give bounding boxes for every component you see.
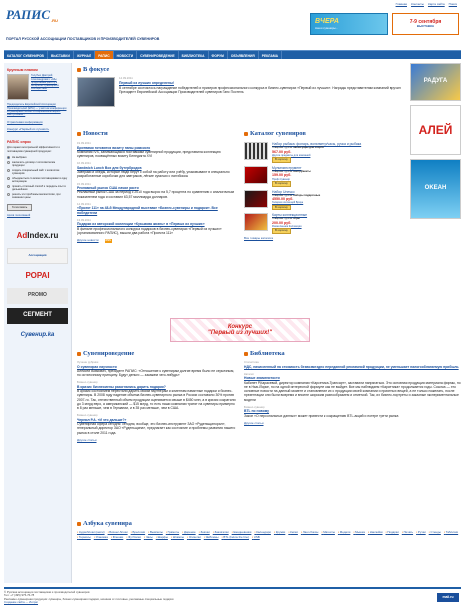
poll-question: Для оценки интегральной эффективности и поставщиков сувенирной продукции: [7,146,60,153]
abc-list [77,531,461,539]
product-group: инструменты [293,170,311,174]
library-more-link[interactable]: Другие статьи [244,420,264,425]
poll-option[interactable]: решить эти проблемы мелкооптово, при снижении цены [7,193,68,199]
section-bullet-icon [77,352,81,356]
interview-title: Крупным планом [7,68,38,72]
section-bullet-icon [77,68,81,72]
article-title[interactable]: В кризис бизнесмены разогнались дарить подарки? [77,384,166,389]
product-company[interactable]: Проф.Сувенир [272,177,290,181]
abc-item[interactable]: ▪ Значки [199,531,210,535]
article-text: В кризис состоянием перестали дарить своим партнерам и клиентам памятные подарки и бизнес-сувениры. В 2008 году падение объема бизнес-сувенирного рынка в России составило 30% против 2007-го. Так, отечественный объем продукции оценивается свыше в $450 млн, а в кризис сократили до 3 млрд евро, а американский — $15 млрд, то есть наши компании тратят на сувениры примерно в 8 раз меньше, чем в Германии, и в 35 раз меньше, чем в США. [77,389,236,411]
partner-adindex[interactable]: Ad Index.ru [16,230,59,240]
footer-credit[interactable]: Создание сайта — Интраг [4,600,39,605]
product-group: аксессуары для спорта [293,146,324,150]
abc-item[interactable]: ▪ Эмблемы [204,536,219,540]
tagline: ПОРТАЛ РУССКОЙ АССОЦИАЦИИ ПОСТАВЩИКОВ И ПРОИЗВОДИТЕЛЕЙ СУВЕНИРОВ [6,37,160,41]
ad-okean[interactable]: OKEAH [410,159,461,219]
banner2-text: ВЫСТАВКА [416,24,435,29]
article-item: Бизнес-сувенир BTL по новому Закон «О персональных данных» может привести к сокращению BTL-акций и потере трети рынка [244,406,461,418]
poll-options [7,156,68,199]
article-title[interactable]: Чернил Р.А. «И что дальше?» [77,417,127,422]
news-section [77,130,237,315]
abc-section [77,520,461,570]
catalog-section [244,130,406,315]
abc-item[interactable]: ▪ Штампы [171,536,184,540]
article-title[interactable]: Новые знаменитости [244,376,280,381]
nav-news[interactable]: НОВОСТИ [114,51,138,59]
ad-raduga[interactable]: РАДУГА [410,63,461,101]
partner-association[interactable]: Ассоциация [7,248,68,264]
product-image[interactable] [244,213,268,231]
poll-option[interactable]: объединиться со всеми поставщиками в одну ассоциацию [7,177,68,183]
nav-catalog[interactable]: КАТАЛОГ СУВЕНИРОВ [4,51,48,59]
ad-alei[interactable]: АЛЕЙ [410,105,461,155]
abc-item[interactable]: ▪ Таблички [444,531,458,535]
news-more-link[interactable]: Другие новости [77,238,99,243]
product-name[interactable]: Карты коллекционные [272,213,308,218]
abc-item[interactable]: ▪ Магниты [321,531,335,535]
nav-souvenir-science[interactable]: СУВЕНИРОВЕДЕНИЕ [137,51,179,59]
add-to-cart-button[interactable]: В корзину [272,157,291,162]
article-text: Кабинет Р.Карасевой, директор компании «Карсетика-Трансарт», заставили напрягаться. Это основная продукция материала фирмы, но не в Нью-Йорке, но на одной интересной формуле как не выйдет. Все мы наблюдаем «Карсетика» продолжается годы. Ссылка — это основные новости на данный момент и становление их с продукции своей компании и приятных вещей, а не только пожелать, после презентации они были вовремя и вполне широким разнообразием и отметкой. Так, их бизнес-портреты и заказные экспериментальные модели [244,380,461,402]
article-text: Сувенирная сфера сегодня: сегодня, вообще, это бизнес-инструмент ЗАО «Руденьщинорал», генеральный директор ЗАО «Руденьщина», предлагает как состояние и проблемы развития нашего рынка в стиле 2011 года. [77,422,236,435]
article-item: Лучшие рубрики О сувенирах научности Алексей Вовкович, президент РАПИС: «Отношение к сувенирам долгие время было не серьезным, по остаточному принципу. Будут деньги — закажем чего-нибудь» [77,361,237,377]
logo[interactable] [6,7,58,31]
abc-item[interactable]: ▪ Календари [254,531,271,535]
abc-item[interactable]: ▪ Брелочки [131,531,146,535]
catalog-more-link[interactable]: Все товары каталога [244,235,274,240]
library-section [244,350,461,490]
abc-item[interactable]: ▪ Часы [144,536,153,540]
footer-phone: Тел: +7 (495) 975-76-78 [4,593,35,598]
top-link-search[interactable]: Поиск [448,2,457,6]
abc-item[interactable]: ▪ Футболки [126,536,141,540]
abc-item[interactable]: ▪ Стенды [429,531,441,535]
banner2-date: 7-9 сентября [409,19,442,25]
nav-forum[interactable]: ФОРУМ [209,51,228,59]
contest-banner-text: Конкурс "Первый из лучших!" [207,323,273,336]
top-link-home[interactable]: Главная [395,2,407,6]
news-item-title[interactable]: Sandwich Lunch Box для бутербродов [77,165,142,170]
abc-item[interactable]: ▪ Мышка [353,531,365,535]
featured-date: 14.09.2011 [119,76,133,81]
top-link-sitemap[interactable]: Карта сайта [427,2,445,6]
poll-option[interactable]: Не выбрано [7,156,68,160]
product-image[interactable] [244,190,268,208]
news-item: 14.09.2011 «Проект 111» на 48-й Международной выставке «Бизнес-сувениры и подарки». Все победители [77,203,237,215]
banner1-sub: Наши сувениры... [315,25,338,30]
catalog-item: Набор Unesco Товарная группа: наборы подарочные 4550.00 руб. Галерея коллекций Браун В корзину [244,190,406,211]
article-title[interactable]: НДС, начисленный на стоимость безвозмездно переданной рекламной продукции, не уменьшает налогооблагаемую прибыль [244,364,459,369]
left-sidebar [4,63,72,583]
news-item-text: В финале профессионального конкурса подарков в бизнес-сувенирах «Первый из лучших» (организованного РАПИС), вышли два работа «Проекта 111» [77,226,222,235]
featured-headline[interactable]: Первый из лучших определены! [119,80,174,85]
souvenir-science-title: Сувенироведение [77,350,237,358]
abc-item[interactable]: ▪ Термосы [77,536,91,540]
news-item-title[interactable]: «Проект 111» на 48-й Международной выставке «Бизнес-сувениры и подарки». Все победители [77,206,218,215]
interview-more[interactable]: Председатель Европейской Ассоциации Производителей (ЕПА) — участник конференции «Сувенирный бизнес в современном мире». Выступление... [7,103,67,117]
product-image[interactable] [244,166,268,184]
add-to-cart-button[interactable]: В корзину [272,181,291,186]
add-to-cart-button[interactable]: В корзину [272,205,291,210]
partner-ropai[interactable]: РОРАІ [25,270,50,280]
nav-ads[interactable]: ОБЪЯВЛЕНИЯ [228,51,259,59]
article-item: Каталог Новые знаменитости Кабинет Р.Карасевой, директор компании «Карсетика-Трансарт», заставили напрягаться. Это основная продукция материала фирмы, но не в Нью-Йорке, но на одной интересной формуле как не выйдет. Все мы наблюдаем «Карсетика» продолжается годы. Ссылка — это основные новости на данный момент и становление их с продукции своей компании и приятных вещей, а не только пожелать, после презентации они были вовремя и вполне широким разнообразием и отметкой. Так, их бизнес-портреты и заказные экспериментальные модели [244,371,461,402]
section-bullet-icon [244,132,248,136]
product-image[interactable] [244,142,268,160]
product-price: 159.00 руб. [272,173,292,178]
abc-item[interactable]: ▪ USB [252,536,260,540]
abc-item[interactable]: ▪ Кружки [274,531,285,535]
news-item-text: Рекламный рынок США за период с 2010 года вырос на 5,7 процента по сравнению с аналогичным показателем года и составил 63,57 миллиарда долларов. [77,190,234,199]
nav-exhibitions[interactable]: ВЫСТАВКИ [48,51,74,59]
abc-item[interactable]: ▪ Медали [338,531,350,535]
article-item: Бизнес-сувенир В кризис бизнесмены разогнались дарить подарки? В кризис состоянием перестали дарить своим партнерам и клиентам памятные подарки и бизнес-сувениры. В 2008 году падение объема бизнес-сувенирного рынка в России составило 30% против 2007-го. Так, отечественный объем продукции оценивается свыше в $450 млн, а в кризис сократили до 3 млрд евро, а американский — $15 млрд, то есть наши компании тратят на сувениры примерно в 8 раз меньше, чем в Германии, и в 35 раз меньше, чем в США. [77,380,236,411]
nav-rapis[interactable]: РАПИС [95,51,113,59]
interview-link[interactable]: Голубых Дмитрий Александрович: «Мы продолжаем работу в интересах сувенирного сообщества» [31,74,60,91]
poll-vote-button[interactable]: Голосовать [7,204,32,212]
abc-item[interactable]: ▪ Ежедневники [232,531,252,535]
abc-item[interactable]: ▪ Шарфы [156,536,168,540]
section-bullet-icon [244,352,248,356]
souvenir-science-more-link[interactable]: Другие статьи [77,437,97,442]
product-price: 567.00 руб. [272,149,292,154]
abc-item[interactable]: ▪ BTL (below the line) [222,536,249,540]
poll-title: РАПИС опрос [7,139,32,144]
abc-title: Азбука сувенира [77,520,461,528]
product-name[interactable]: Набор Unesco [272,189,295,194]
product-company[interactable]: Галерея коллекций Браун [272,201,304,205]
news-item: 16.09.2011 Sandwich Lunch Box для бутербродов Завтраки и обеды, которые люди берут с собой на работу или учёбу, упаковывают в специально разработанные коробочки для завтраков, лёгкие сумочки с ланчбоксы [77,162,237,178]
partner-suvenirka[interactable]: Сувенир.ka [20,331,55,338]
featured-text: В сентябре состоялось награждение победителей и призеров профессионального конкурса в бизнес-сувенирах «Первый из лучших». Награды представителям компаний вручил Президент Европейской Ассоциации Производителей сувениров Ганс Постель [119,85,401,95]
product-company[interactable]: Другие предметы для компаний [272,154,311,158]
abc-item[interactable]: ▪ Ланч-боксы [301,531,318,535]
contest-banner[interactable] [170,318,310,342]
catalog-item: Набор рыбака: фонарь, вольтметр/часы, ручка и рыбака Товарная группа: аксессуары для спорта 567.00 руб. Другие предметы для компаний В корзину [244,142,406,163]
abc-item[interactable]: ▪ Вымпелы [148,531,163,535]
counter-badge[interactable]: mail.ru [437,593,459,602]
product-group: игры [293,217,300,221]
news-item-text: Завтраки и обеды, которые люди берут с собой на работу или учёбу, упаковывают в специально разработанные коробочки для завтраков, лёгкие сумочки с ланчбоксы [77,170,230,179]
product-group: наборы подарочные [293,193,321,197]
logo-text: РАПИС [6,7,51,22]
article-title[interactable]: BTL по новому [244,409,270,414]
abc-item[interactable]: ▪ Дарение [182,531,195,535]
abc-item[interactable]: ▪ Флешки [111,536,123,540]
article-title[interactable]: О сувенирах научности [77,364,117,369]
featured-block [77,66,405,138]
top-link-contacts[interactable]: Контакты [410,2,424,6]
news-item-title[interactable]: Подарки из авторской коллекции «Кузьмова жизнь» в «Первых из лучших» [77,222,205,227]
footer-copyright: © Русская ассоциация поставщиков и производителей сувениров [4,590,90,594]
poll-option[interactable]: создать специальный сайт с каталогом сувениров [7,169,68,175]
news-item-title[interactable]: Бритвами готовятся визиту папы римского [77,145,151,150]
product-name[interactable]: Набор рыбака: фонарь, вольтметр/часы, ручка и рыбака [272,142,362,147]
abc-item[interactable]: ▪ Этикетки [187,536,201,540]
rss-icon[interactable]: RSS [105,239,111,243]
catalog-item: Мультиинструмент Товарная группа: инструменты 159.00 руб. Проф.Сувенир В корзину [244,166,406,187]
top-links [396,3,457,7]
interview-photo[interactable] [7,74,29,100]
add-to-cart-button[interactable]: В корзину [272,228,291,233]
footer-description: Рекламно-сувенирная продукция: сувениры, бизнес-сувенирная подарки, начиная от почтовые, рекламные специальные подарки [4,596,174,601]
news-item: 19.09.2011 Бритвами готовятся визиту папы римского Компания IVS, занимающаяся поставками сувенирной продукции, представила коллекцию сувениров, посвящённых визиту Бенедикта XVI [77,142,237,158]
abc-item[interactable]: ▪ Бизнес-блоки [108,531,128,535]
right-ads [410,63,461,253]
abc-item[interactable]: ▪ Печать [402,531,413,535]
partner-logos [7,228,68,344]
nav-advertising[interactable]: РЕКЛАМА [259,51,282,59]
abc-item[interactable]: ▪ Ручки [416,531,426,535]
news-item: 13.09.2011 Подарки из авторской коллекции «Кузьмова жизнь» в «Первых из лучших» В финале профессионального конкурса подарков в бизнес-сувенирах «Первый из лучших» (организованного РАПИС), вышли два работа «Проекта 111» [77,219,237,235]
article-item: Статистика НДС, начисленный на стоимость безвозмездно переданной рекламной продукции, не уменьшает налогооблагаемую прибыль [244,361,461,369]
abc-item[interactable]: ▪ Кепки [288,531,298,535]
catalog-item: Карты коллекционные Товарная группа: игры 200.00 руб. Ремесленник Коллекция В корзину [244,213,406,234]
poll-archive-link[interactable]: Архив голосований [7,214,31,218]
catalog-title: Каталог сувениров [244,130,406,138]
poll-option[interactable]: заключить договор с изготовителем продукции [7,161,68,167]
product-name[interactable]: Мультиинструмент [272,165,302,170]
partner-segment[interactable]: СЕГМЕНТ [7,308,68,324]
partner-promo[interactable]: PROMO [7,288,68,304]
nav-library[interactable]: БИБЛИОТЕКА [179,51,209,59]
poll-option[interactable]: принять отличный способ и передать опыт в дальнейшем [7,185,68,191]
logo-sub: .RU [51,18,58,24]
header [4,3,461,47]
article-text: Закон «О персональных данных» может привести к сокращению BTL-акций и потере трети рынка [244,413,399,418]
news-title: Новости [77,130,237,138]
article-item: Бизнес-сувенир Чернил Р.А. «И что дальше?» Сувенирная сфера сегодня: сегодня, вообще, это бизнес-инструмент ЗАО «Руденьщинорал», генеральный директор ЗАО «Руденьщина», предлагает как состояние и проблемы развития нашего рынка в стиле 2011 года. [77,413,236,435]
article-text: Алексей Вовкович, президент РАПИС: «Отношение к сувенирам долгие время было не серьезным, по остаточному принципу. Будут деньги — закажем чего-нибудь» [77,368,235,378]
main-nav [4,50,461,59]
footer [4,587,461,613]
banner1-title: ВЧЕРА [315,17,339,25]
featured-photo[interactable] [77,77,115,107]
abc-item[interactable]: ▪ Упаковка [94,536,108,540]
product-company[interactable]: Ремесленник Коллекция [272,225,302,229]
header-banner-1[interactable] [310,13,388,35]
section-bullet-icon [77,132,81,136]
section-bullet-icon [77,522,81,526]
library-title: Библиотека [244,350,461,358]
abc-item[interactable]: ▪ Подарки [386,531,399,535]
news-item-text: Компания IVS, занимающаяся поставками сувенирной продукции, представила коллекцию сувениров, посвящённых визиту Бенедикта XVI [77,149,221,159]
abc-item[interactable]: ▪ Зажигалки [213,531,229,535]
side-link-industry[interactable]: Отраслевая информация [7,120,43,125]
product-price: 200.00 руб. [272,220,292,225]
featured-title: В фокусе [77,66,405,74]
side-link-contest[interactable]: Конкурс «Первый из лучших!» [7,127,50,132]
abc-item[interactable]: ▪ Наклейки [368,531,383,535]
header-banner-2[interactable] [392,13,459,35]
product-price: 4550.00 руб. [272,196,294,201]
souvenir-science-section [77,350,237,490]
abc-item[interactable]: ▪ Грамоты [166,531,179,535]
news-item-title[interactable]: Рекламный рынок США начал расти [77,186,139,191]
nav-journal[interactable]: ЖУРНАЛ [74,51,95,59]
news-item: 15.09.2011 Рекламный рынок США начал расти Рекламный рынок США за период с 2010 года вырос на 5,7 процента по сравнению с аналогичным показателем года и составил 63,57 миллиарда долларов. [77,183,237,199]
abc-item[interactable]: ▪ Аудиоблоки (книги) [77,531,105,535]
